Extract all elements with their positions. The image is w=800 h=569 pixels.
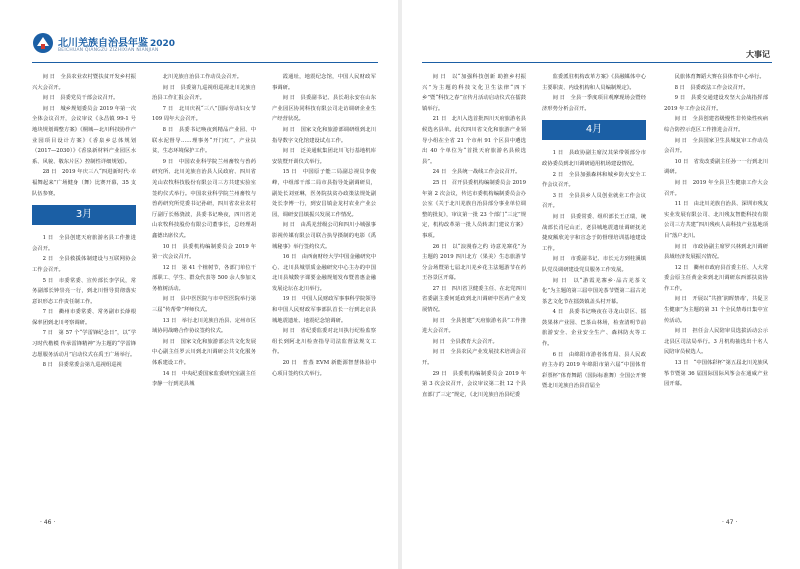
- event-entry: 8 日 县委政法工作会议召开。: [674, 84, 749, 91]
- event-entry: 间 日 县委党员干部会议召开。: [42, 95, 119, 102]
- yearbook-title: 北川羌族自治县年鉴 2020: [58, 38, 176, 49]
- chapter-title: 大事记: [746, 50, 770, 59]
- event-entry: 间 日 县委副书记、县长胡永安在山东产业园区协同科技有限公司走访调研企业生产经营状况。: [272, 95, 376, 123]
- event-entry: 间 日 省纪委监委对北川执行纪检监察组长到阿北川检查指导司法监督法规文工作。: [272, 328, 376, 356]
- event-entry: 监委派驻机构改革方案》《县融媒体中心主要职责、内设机构和人员编制规定》。: [542, 74, 646, 91]
- event-entry: 8 日 县委常委会第九巡视组巡视: [42, 362, 122, 369]
- text-column: [664, 72, 768, 390]
- text-column: [542, 72, 646, 392]
- event-entry: 7 日 北川庆祝“三八”国际劳动妇女节 109 周年大会召开。: [152, 105, 256, 123]
- event-entry: 间 日 市政协副主席罗兴林到北川调研县域经济发展振兴情况。: [664, 243, 768, 261]
- event-entry: 9 日 县委交通建设攻坚大会战指挥部 2019 年工作会议召开。: [664, 95, 768, 112]
- event-entry: 13 日 “中国体彩杯”第五届北川羌族风筝节暨第 36 届国际国际风筝会在通威产业园开幕。: [664, 360, 768, 388]
- event-entry: 1 日 全县创建天府旅游名县工作推进会召开。: [32, 235, 136, 252]
- event-entry: 间 日 全县教育大会召开。: [432, 338, 498, 345]
- event-entry: 间 日 全县创建“天府旅游名县”工作推进大会召开。: [422, 317, 526, 335]
- event-entry: 19 日 中国人民财政军事事科学院领导和中国人民财政军事部队首长一行到北京县城地震遗址、地震纪念馆调研。: [272, 296, 376, 324]
- event-entry: 间 日 国家文化和旅游部调研组到北川指导数字文化馆建设试点工作。: [272, 126, 376, 144]
- event-entry: 26 日 以“浪漫春之约 诗意羌寨花”为主题的 2019 四川北方（果美）生态旅游节分会场暨第七届北川羌乡花主法题游节在药王谷景区开幕。: [422, 243, 526, 282]
- event-entry: 间 日 县中医医院与市中医医院举行第三届“传帮带”拜师仪式。: [152, 296, 256, 314]
- event-entry: 间 日 由禹羌营级公司和四川小城强事影视传媒有限公司联合执导摄制的电影《禹城秘事》举行签约仪式。: [272, 222, 376, 250]
- event-entry: 5 日 市委常委、宣传部长李学民，常务副部长钟崇亮一行，到北川督导贯彻落实意识形态工作责任制工作。: [32, 277, 136, 305]
- event-entry: 20 日 普蒸 EVM 新能源智慧体验中心项目签约仪式举行。: [272, 360, 376, 377]
- event-entry: 间 日 担任会人民陪审员选拔活动公示北县区司法局举行。3 月机构抽选出十名人民陪审员候选人。: [664, 328, 768, 356]
- event-entry: 霞通址，地震纪念馆，中国人民财政军事调研。: [272, 74, 376, 91]
- event-entry: 间 日 县委常委、组织部长王正瑞，统战部长肖尼山正，老县城地震遗址调研抚羌捷度额欣羌宇和宣念于防督理培训基地建设工作。: [542, 213, 646, 252]
- event-entry: 间 日 以“游霞羌寨乡·品古羌茶文化”为主题的第三届中国羌茶节暨第二届古羌茶艺文化节在擂鼓镇盖头村开幕。: [542, 277, 646, 305]
- event-entry: 9 日 中国农业科学院兰州畜牧与兽药研究所、北川羌族自治县人民政府、四川省羌山农牧科技股份有限公司三方共建实验室签约仪式举行。中国农业科学院兰州畜牧与兽药研究所党委书记孙研，四川省农业农村厅副厅长杨骁波，县委书记唤夜，四川省羌山农牧科技股份有限公司董事长，总经理胡鑫德出席仪式。: [152, 158, 256, 239]
- event-entry: 间 日 全县一季度项目观摩现场会暨经济形势分析会召开。: [542, 95, 646, 112]
- month-heading: 4月: [542, 120, 646, 140]
- event-entry: 12 日 第 41 个植树节，各部门单位干部职工、学生、群众代表等 500 余人参加义务植树活动。: [152, 264, 256, 292]
- event-entry: 10 日 县委机构编制委员会 2019 年第一次会议召开。: [152, 243, 256, 261]
- event-entry: 间 日 全县国家卫生县城复审工作动员会召开。: [664, 137, 768, 155]
- event-entry: 间 日 国家文化和旅游部公共文化发展中心副主任罗云川到北川调研公共文化服务体系建设工作。: [152, 338, 256, 367]
- event-entry: 7 日 第 57 个“学雷锋纪念日”，以“学习时代楷模 传承雷锋精神”为主题的“学雷锋志愿服务活动月”启动仪式在禹王广场举行。: [32, 330, 136, 358]
- event-entry: 14 日 中央纪委国家监委研究室副主任李静一行到羌县城: [152, 370, 256, 388]
- yearbook-logo-icon: [32, 32, 54, 54]
- event-entry: 15 日 中国原子能二局副总视员李俊峰，中组部干部二局市县指导处副调研员，副处长刘亚琳，医务院扶贫办政策法规处副处长李博一行，到安昌镇金龙村农业产业公园，调研安昌镇振兴发展工作情况。: [272, 169, 376, 218]
- event-entry: 27 日 四川省卫健委主任、在北党四川省委副主委何延政到北川调研中医药产业发展情况。: [422, 285, 526, 314]
- event-entry: 2 日 全县救援体制建设与互联网协会工作会召开。: [32, 256, 136, 273]
- yearbook-subtitle: BEICHUAN QIANGZU ZIZHIXIAN NIANJIAN: [58, 48, 159, 53]
- event-entry: 10 日 省发改委副主任孙一一行到北川调研。: [664, 158, 768, 176]
- event-entry: 16 日 由西南财经大学中国金融研究中心、北川县城票质金融研究中心主办的中国北川县城数字课要金融规划发布暨善惠金融发展论坛在北川举行。: [272, 254, 376, 292]
- event-entry: 民旅体育舞蹈大赛在县体育中心举行。: [674, 74, 765, 80]
- event-entry: 29 日 县委机构编制委员会 2019 年第 3 次会议召开，会议审议第二批 12 个县直部门“三定”规定，《北川羌族自治县纪委: [422, 370, 526, 398]
- right-page: [402, 0, 800, 569]
- event-entry: 间 日 全县农民产业发展技术培训会召开。: [422, 349, 526, 367]
- event-entry: 间 日 县委第九巡视组巡视北川羌族自治县工作汇报会召开。: [152, 84, 256, 102]
- text-column: [32, 72, 136, 371]
- event-entry: 间 日 全县创建省级慢性非传染性疾病综合防控示范区工作推进会召开。: [664, 116, 768, 133]
- header-rule: [422, 62, 772, 63]
- left-page: [0, 0, 398, 569]
- event-entry: 6 日 由绵阳市游者体育局、县人民政府主办的 2019 年绵阳市第六届“中国体育彩票杯”体育舞蹈（国际标准舞）全国公开赛暨北川羌族自治县首届全: [542, 351, 646, 390]
- event-entry: 间 日 以“加强科技创新 助推乡村振兴”为主题的科技文化卫生法律“四下乡”暨“科技之春”宣传月活动启动仪式在擂鼓镇举行。: [422, 74, 526, 112]
- event-entry: 11 日 由北川羌族自治县、深圳市残友实业发展有限公司、北川残友智能科技有限公司三方共建“四川残疾人高科技产业基地项目”落户北川。: [664, 201, 768, 239]
- text-column: [272, 72, 376, 379]
- event-entry: 28 日 2019 年庆三八“四进新时代·幸福舞起来”广场健身（舞）比赛开幕，35 支队伍参赛。: [32, 169, 136, 197]
- text-column: [152, 72, 256, 390]
- event-entry: 13 日 举行北川羌族自治县、定州市区域协同战略合作协议签约仪式。: [152, 317, 256, 335]
- event-entry: 间 日 城乡规划委员会 2019 年第一次全体会议召开，会议审议《永昌镇 99-1 号地块规划调整方案》《桐城—北川科技协作产业园项目设计方案》《香泉乡总体规划（2017—2030）》《香泉新材料产业园区水系、风貌、敬东片区）控制性详细规划》。: [32, 105, 136, 165]
- event-entry: 间 日 2019 年全县卫生健康工作大会召开。: [664, 179, 768, 197]
- event-entry: 间 日 开展以“共推‘润晖禁毒’，共促卫生健康”为主题的第 31 个全民禁毒日集中宣传活动。: [664, 296, 768, 324]
- event-entry: 3 日 全县县乡人员创业就业工作会议召开。: [542, 192, 646, 210]
- event-entry: 间 日 市委副书记、市长元方到桂溪镇队党员调研建设党员服务工作发展。: [542, 256, 646, 273]
- event-entry: 间 日 泛美通航集团北川飞行基地机库安装暨开训仪式举行。: [272, 148, 376, 165]
- event-entry: 2 日 全县加强森林和城乡防火安全工作会议召开。: [542, 171, 646, 189]
- event-entry: 北川羌族自治县工作动员会召开。: [162, 74, 243, 80]
- page-number: · 46 ·: [40, 519, 56, 526]
- month-heading: 3月: [32, 205, 136, 225]
- event-entry: 24 日 全县统一战线工作会议召开。: [432, 169, 521, 176]
- header-rule: [32, 62, 378, 63]
- event-entry: 25 日 召开县委机构编制委员会 2019 年第 2 次会议，传达市委机构编制委员会办公室《关于北川羌族自治县部分事业单位调整的批复》，审议第一批 23 个部门“三定”规定，机构改革第一批人员转隶门建议方案》事项。: [422, 179, 526, 239]
- text-column: [422, 72, 526, 400]
- event-entry: 1 日 县政协副主席汉其荣带领部分市政协委员到北川调研通用机场建设情况。: [542, 150, 646, 167]
- page-number: · 47 ·: [722, 519, 738, 526]
- event-entry: 4 日 县委书记唤夜在寻龙山景区、擂鼓果林产业园、巴茶山林场，检查清明节前旅游安全、企业安全生产、森林防火等工作。: [542, 309, 646, 348]
- event-entry: 12 日 衢州市政府县首委主任、人大常委会原主任黄金荣到北川调研东西部扶贫协作工作。: [664, 264, 768, 292]
- event-entry: 间 日 全县农业农村暨扶贫开发乡村振兴大会召开。: [32, 74, 136, 91]
- event-entry: 7 日 衢州市委常委、常务副市长薛根保率团到北川考察调研。: [32, 309, 136, 326]
- event-entry: 21 日 北川入选首批四川天府旅游名县候选名县单。此次四川省文化和旅游产业领导小组在全省 21 个市州 91 个区县中遴选出 40 个单位为“首批天府旅游名县候选县”。: [422, 116, 526, 165]
- event-entry: 8 日 县委书记唤夜到精品产业园、中联水泥督导……理事务“开门红”，产业扶贫，生态环境保护工作。: [152, 126, 256, 155]
